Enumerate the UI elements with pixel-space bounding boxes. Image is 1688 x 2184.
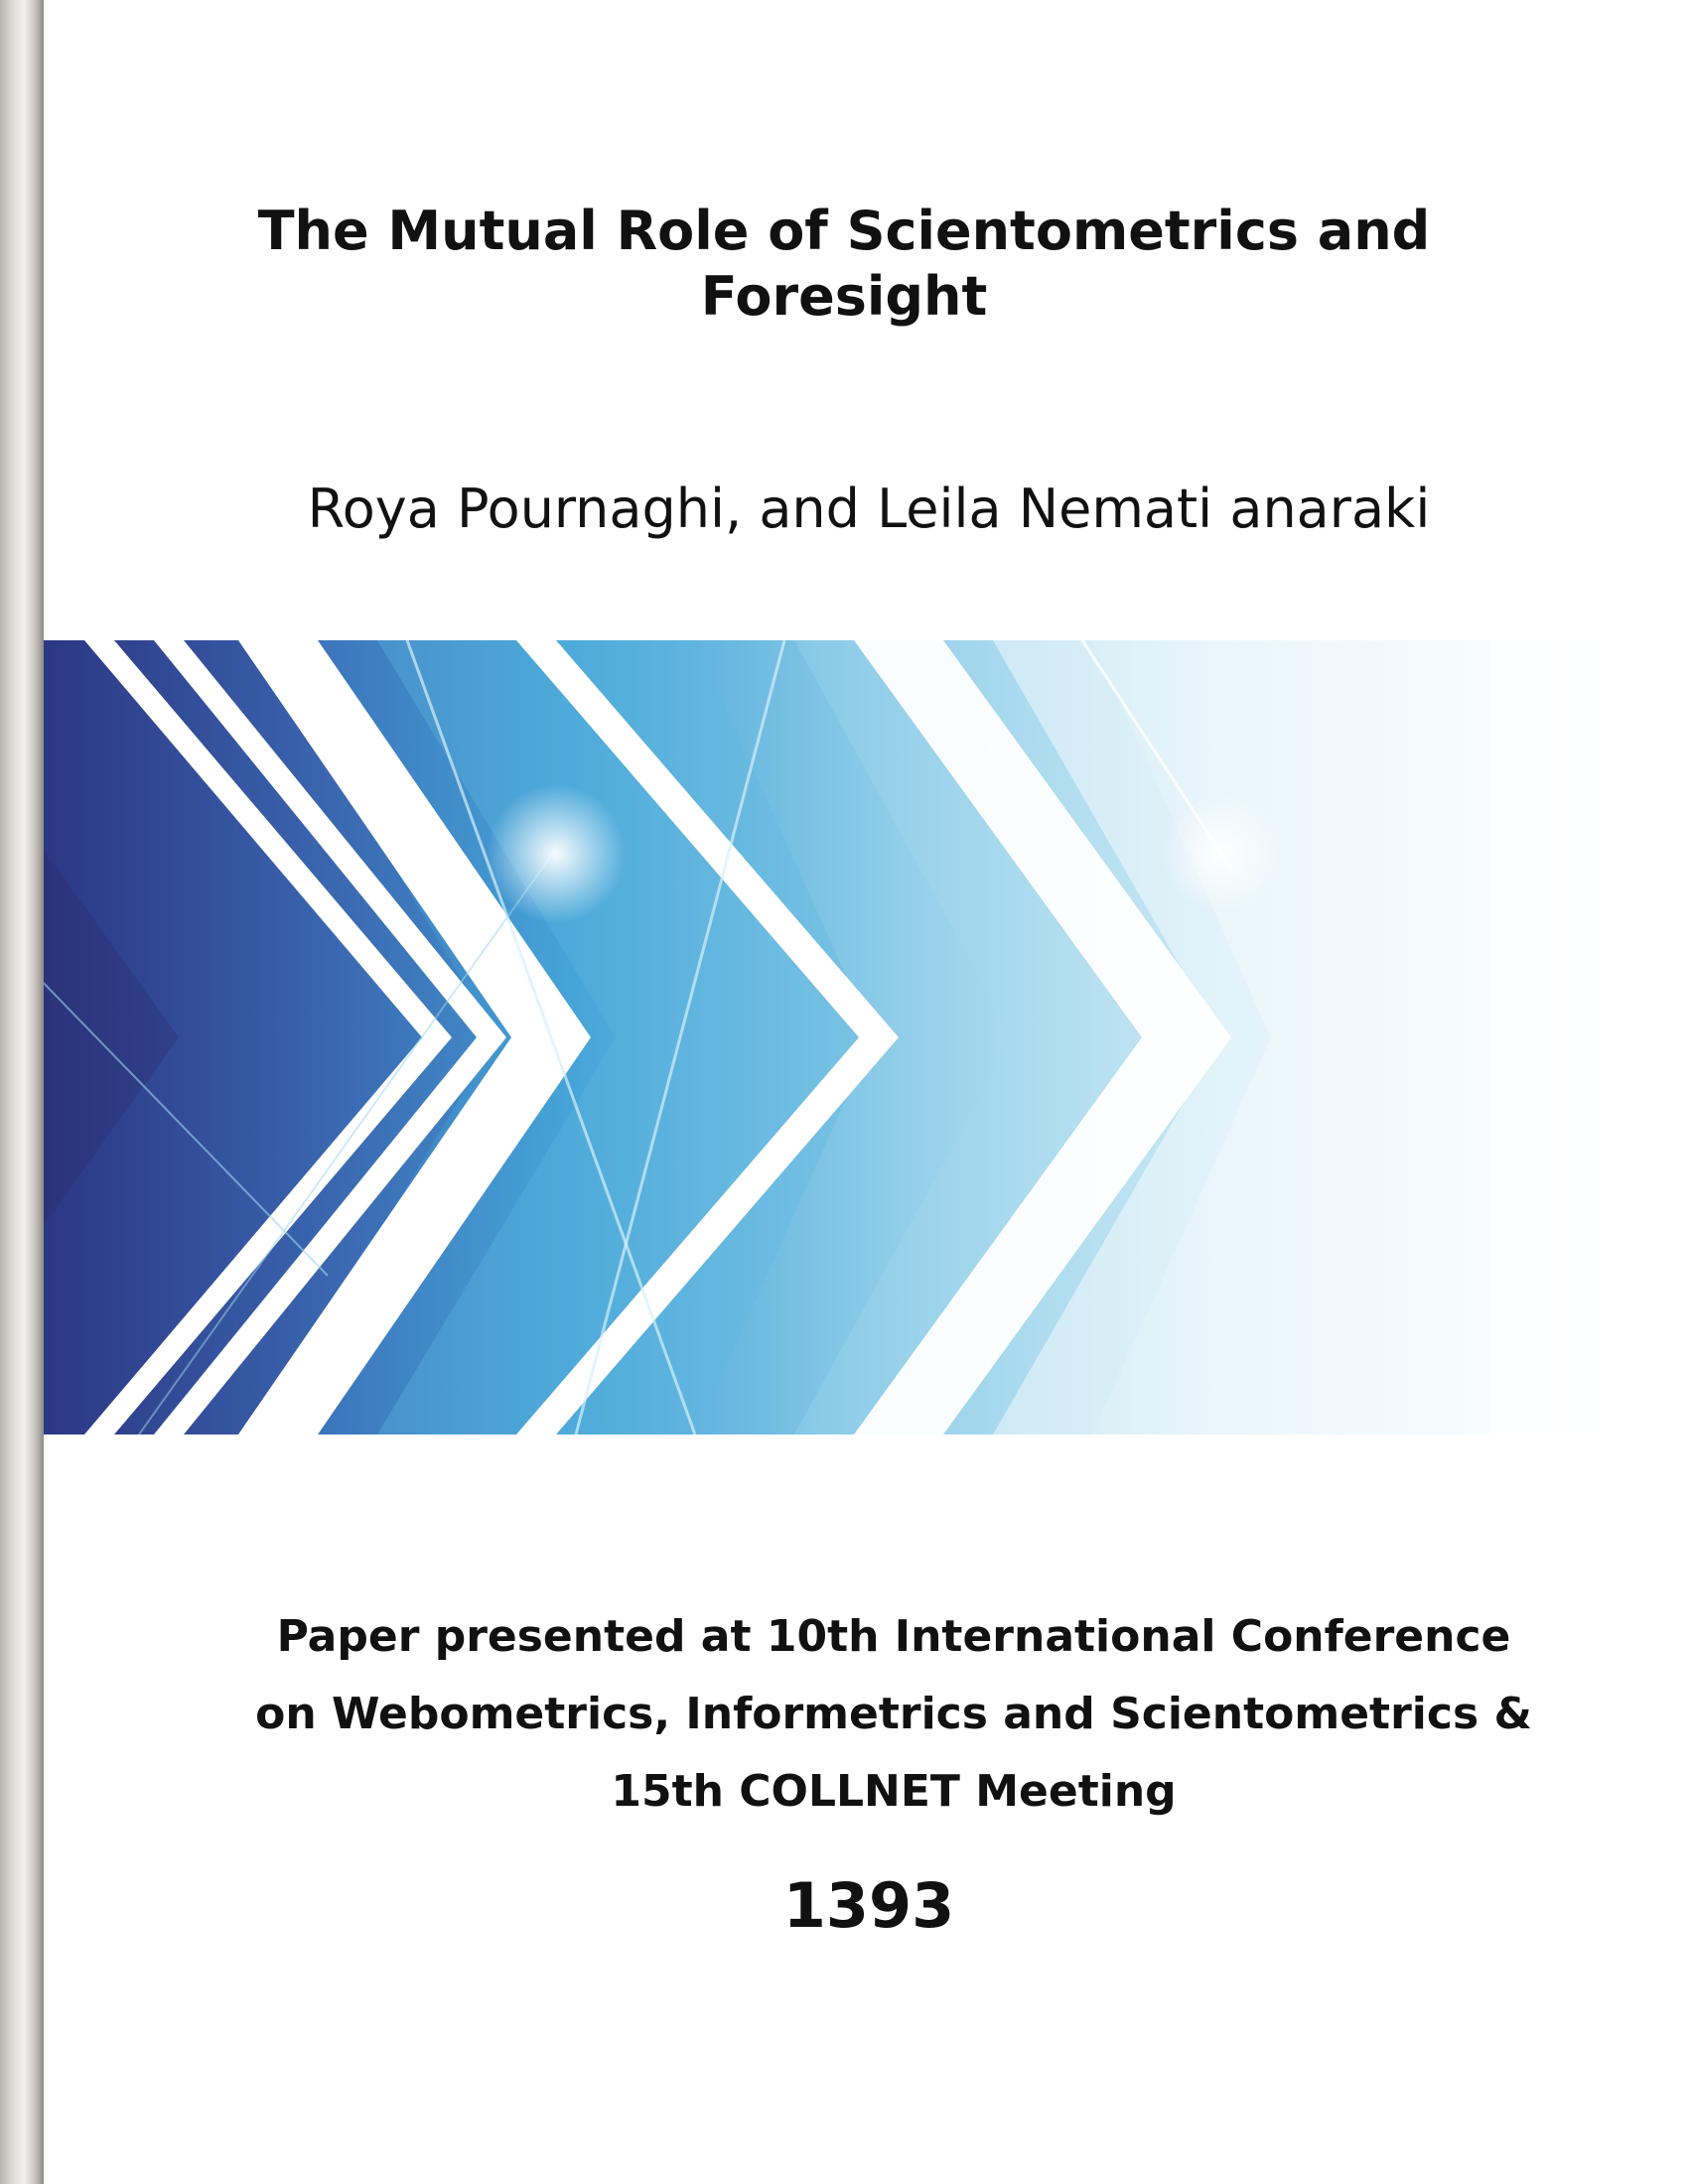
conference-note: [248, 1598, 1539, 1831]
conference-line-3: 15th COLLNET Meeting: [611, 1766, 1177, 1817]
conference-line-2: on Webometrics, Informetrics and Scientometrics &: [255, 1689, 1532, 1739]
document-title: [248, 199, 1440, 330]
book-spine: [0, 0, 44, 2184]
title-line-1: The Mutual Role of Scientometrics and: [257, 200, 1431, 262]
conference-line-1: Paper presented at 10th International Conference: [276, 1611, 1511, 1662]
decorative-banner: [0, 640, 1628, 1434]
authors: Roya Pournaghi, and Leila Nemati anaraki: [307, 478, 1431, 540]
publication-year: 1393: [782, 1869, 955, 1942]
title-line-2: Foresight: [700, 265, 988, 328]
